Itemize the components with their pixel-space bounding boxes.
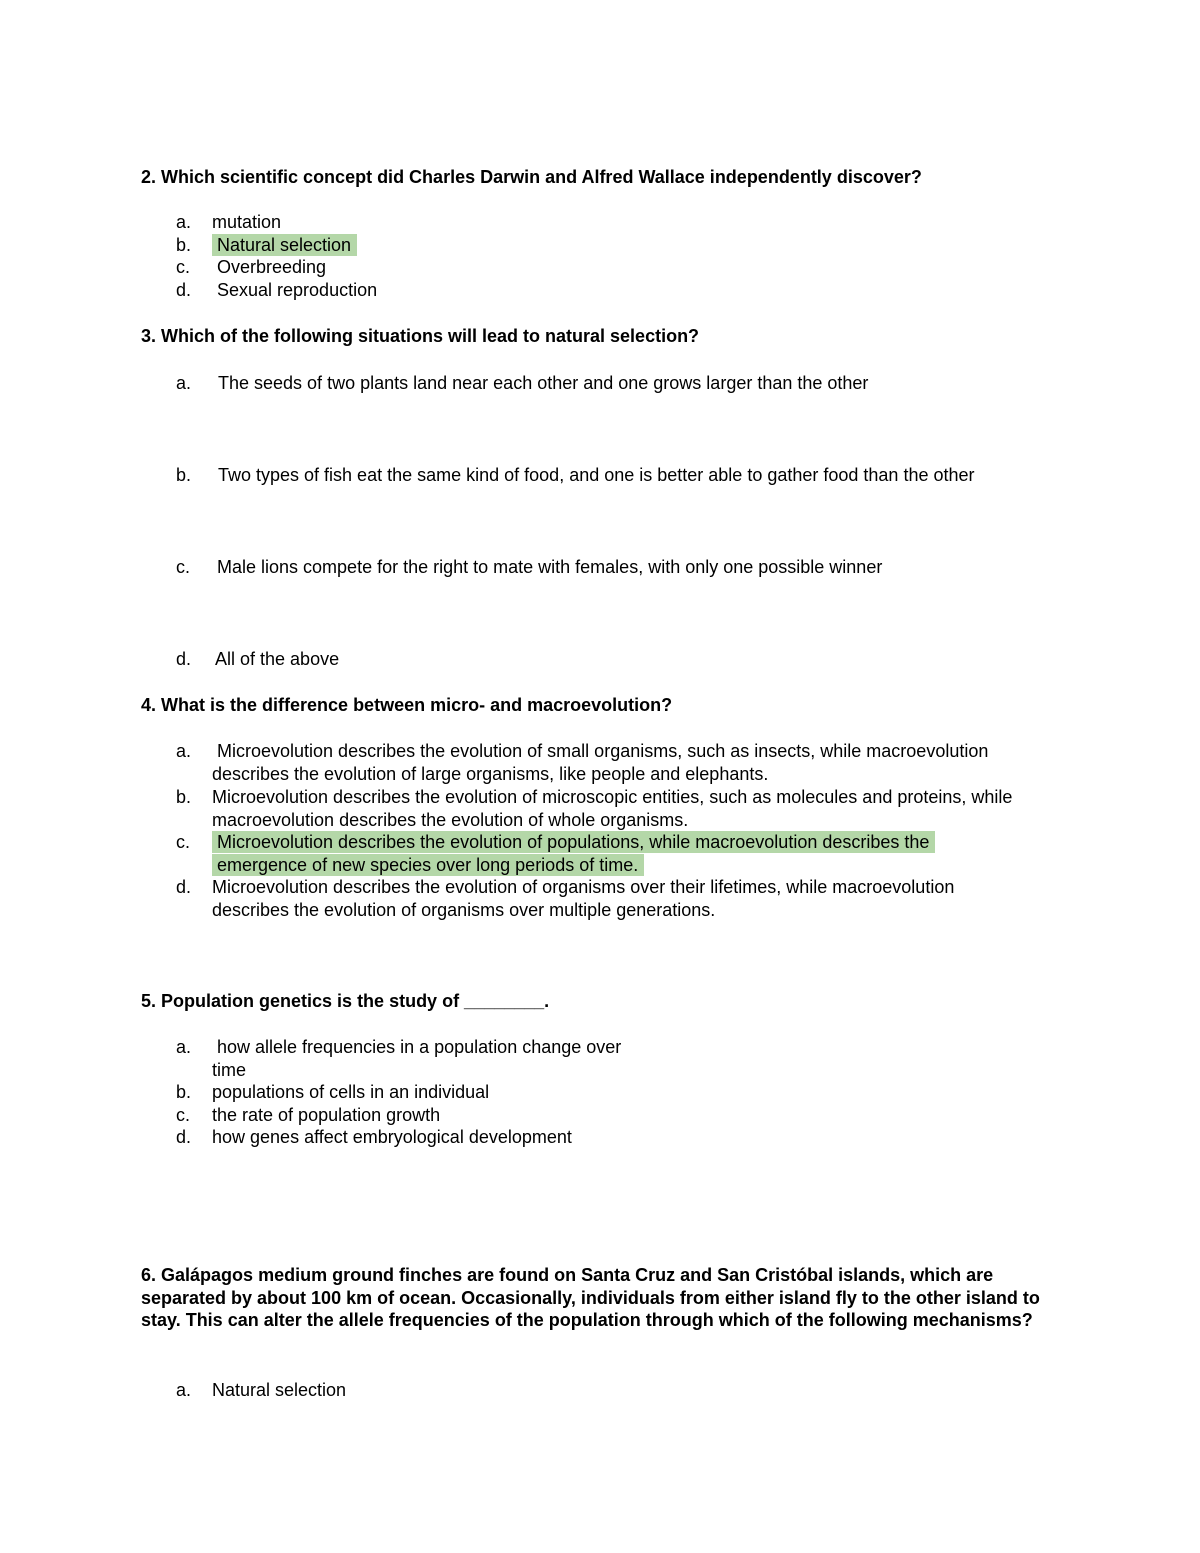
option-letter: d. [176, 280, 192, 300]
option-letter: c. [176, 557, 191, 577]
option-letter: d. [176, 649, 192, 669]
question-4-option-b [176, 786, 1046, 831]
question-6-option-a [176, 1379, 1076, 1402]
option-letter: b. [176, 235, 192, 255]
question-2-option-b [176, 234, 1076, 257]
question-number: 5. [141, 991, 157, 1011]
question-number: 6. [141, 1265, 157, 1285]
question-4 [141, 694, 1061, 717]
option-text: Natural selection [212, 1380, 347, 1400]
question-text: What is the difference between micro- and macroevolution? [161, 695, 673, 715]
option-letter: a. [176, 1037, 192, 1057]
option-text: Sexual reproduction [217, 280, 378, 300]
option-letter: c. [176, 257, 191, 277]
option-letter: c. [176, 1105, 191, 1125]
option-text: All of the above [215, 649, 340, 669]
question-number: 4. [141, 695, 157, 715]
option-letter: a. [176, 373, 192, 393]
option-letter: d. [176, 1127, 192, 1147]
question-2-option-d [176, 279, 1076, 302]
question-3 [141, 325, 1061, 348]
question-2-option-a [176, 211, 1076, 234]
question-3-option-c [176, 556, 1076, 579]
option-letter: c. [176, 832, 191, 852]
question-3-option-b [176, 464, 1076, 487]
question-4-option-d [176, 876, 1036, 921]
option-text: mutation [212, 212, 282, 232]
question-3-option-d [176, 648, 1076, 671]
question-text: Population genetics is the study of ________. [161, 991, 550, 1011]
question-3-option-a [176, 372, 1076, 395]
question-5-option-b [176, 1081, 1076, 1104]
highlighted-answer: Microevolution describes the evolution of populations, while macroevolution describes the emergence of new species over long periods of time. [212, 831, 935, 876]
option-text: Overbreeding [217, 257, 327, 277]
option-text: Microevolution describes the evolution of microscopic entities, such as molecules and proteins, while macroevolution describes the evolution of whole organisms. [212, 787, 1013, 830]
option-letter: b. [176, 465, 192, 485]
option-text: Two types of fish eat the same kind of food, and one is better able to gather food than the other [218, 465, 975, 485]
option-text: Microevolution describes the evolution of small organisms, such as insects, while macroevolution describes the evolution of large organisms, like people and elephants. [212, 741, 989, 784]
question-5-option-a [176, 1036, 624, 1081]
question-4-option-c [176, 831, 1008, 876]
question-6 [141, 1264, 1041, 1332]
question-number: 2. [141, 167, 157, 187]
question-5-option-c [176, 1104, 1076, 1127]
question-5 [141, 990, 1061, 1013]
option-letter: d. [176, 877, 192, 897]
question-4-option-a [176, 740, 1062, 785]
option-text: The seeds of two plants land near each other and one grows larger than the other [218, 373, 869, 393]
option-text: the rate of population growth [212, 1105, 441, 1125]
question-5-option-d [176, 1126, 1076, 1149]
option-text: how allele frequencies in a population change over time [212, 1037, 622, 1080]
option-letter: a. [176, 741, 192, 761]
option-text: Microevolution describes the evolution of organisms over their lifetimes, while macroevolution describes the evolution of organisms over multiple generations. [212, 877, 955, 920]
question-number: 3. [141, 326, 157, 346]
question-text: Which scientific concept did Charles Darwin and Alfred Wallace independently discover? [161, 167, 922, 187]
option-letter: a. [176, 1380, 192, 1400]
question-2 [141, 166, 1061, 189]
question-2-option-c [176, 256, 1076, 279]
option-text: Male lions compete for the right to mate with females, with only one possible winner [217, 557, 883, 577]
option-text: how genes affect embryological development [212, 1127, 572, 1147]
question-text: Galápagos medium ground finches are found on Santa Cruz and San Cristóbal islands, which are separated by about 100 km of ocean. Occasionally, individuals from either island fly to the other island to stay. This can alter the allele frequencies of the population through which of the following mechanisms? [141, 1265, 1040, 1330]
question-text: Which of the following situations will lead to natural selection? [161, 326, 700, 346]
option-letter: a. [176, 212, 192, 232]
option-letter: b. [176, 1082, 192, 1102]
highlighted-answer: Natural selection [212, 234, 357, 256]
option-text: populations of cells in an individual [212, 1082, 490, 1102]
option-letter: b. [176, 787, 192, 807]
